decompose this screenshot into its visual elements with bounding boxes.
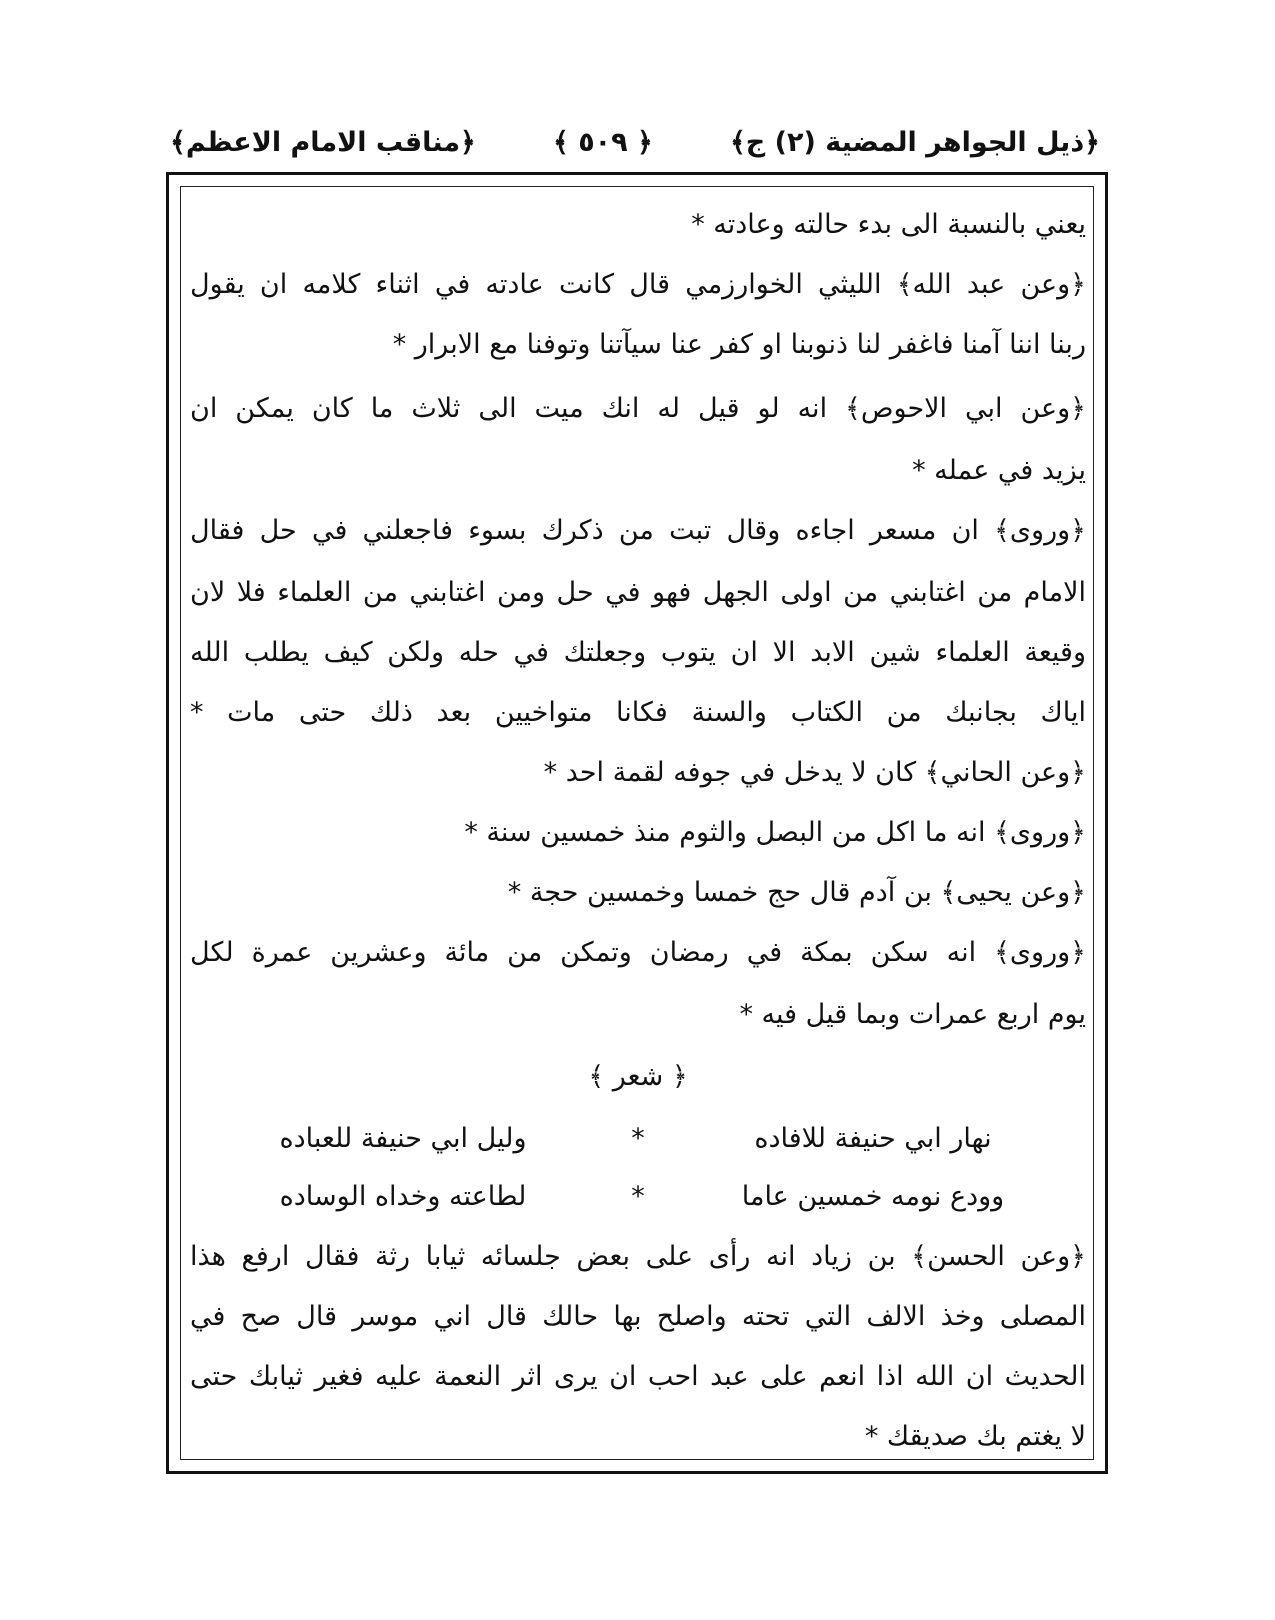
text-line: ربنا اننا آمنا فاغفر لنا ذنوبنا او كفر عنا سيآتنا وتوفنا مع الابرار * [392, 329, 1086, 360]
poem-hemistich-first: نهار ابي حنيفة للافاده [754, 1123, 992, 1154]
text-line: يعني بالنسبة الى بدء حالته وعادته * [691, 209, 1086, 240]
book-title: ﴿ذيل الجواهر المضية (٢) ج﴾ [729, 126, 1100, 158]
text-line: ﴿وروى﴾ انه ما اكل من البصل والثوم منذ خمسين سنة * [464, 817, 1086, 848]
text-line: يزيد في عمله * [912, 455, 1086, 486]
text-line: يوم اربع عمرات وبما قيل فيه * [739, 999, 1086, 1030]
text-line: اياك بجانبك من الكتاب والسنة فكانا متواخيين بعد ذلك حتى مات * [190, 697, 1086, 728]
page-header [170, 118, 1100, 166]
text-line: ﴿وروى﴾ ان مسعر اجاءه وقال تبت من ذكرك بسوء فاجعلني في حل فقال [190, 515, 1086, 546]
poem-hemistich-first: وودع نومه خمسين عاما [741, 1181, 1005, 1212]
text-line: المصلى وخذ الالف التي تحته واصلح بها حالك قال اني موسر قال صح في [190, 1301, 1086, 1332]
text-line: ﴿وعن الحسن﴾ بن زياد انه رأى على بعض جلسائه ثيابا رثة فقال ارفع هذا [190, 1241, 1086, 1272]
text-line: ﴿وعن عبد الله﴾ الليثي الخوارزمي قال كانت عادته في اثناء كلامه ان يقول [190, 269, 1086, 300]
poem-verse [190, 1172, 1086, 1222]
poem-hemistich-second: لطاعته وخداه الوساده [279, 1181, 527, 1212]
text-line: الامام من اغتابني من اولى الجهل فهو في حل ومن اغتابني من العلماء فلا لان [190, 577, 1086, 608]
text-line: ﴿وعن الحاني﴾ كان لا يدخل في جوفه لقمة احد * [543, 757, 1086, 788]
text-line: ﴿وعن يحيى﴾ بن آدم قال حج خمسا وخمسين حجة * [507, 877, 1086, 908]
verse-separator: * [631, 1181, 645, 1212]
verse-separator: * [631, 1123, 645, 1154]
poem-title: ﴿ شعر ﴾ [588, 1061, 688, 1092]
text-line: ﴿وروى﴾ انه سكن بمكة في رمضان وتمكن من مائة وعشرين عمرة لكل [190, 937, 1086, 968]
page-number: ﴿ ٥٠٩ ﴾ [552, 126, 653, 158]
poem-verse [190, 1114, 1086, 1164]
text-line: وقيعة العلماء شين الابد الا ان يتوب وجعلتك في حله ولكن كيف يطلب الله [190, 637, 1086, 668]
text-body [190, 200, 1086, 1460]
text-line: ﴿وعن ابي الاحوص﴾ انه لو قيل له انك ميت الى ثلاث ما كان يمكن ان [190, 393, 1086, 424]
text-line: لا يغتم بك صديقك * [864, 1421, 1086, 1452]
poem-hemistich-second: وليل ابي حنيفة للعباده [279, 1123, 527, 1154]
section-title: ﴿مناقب الامام الاعظم﴾ [170, 126, 476, 158]
text-line: الحديث ان الله اذا انعم على عبد احب ان يرى اثر النعمة عليه فغير ثيابك حتى [190, 1361, 1086, 1392]
